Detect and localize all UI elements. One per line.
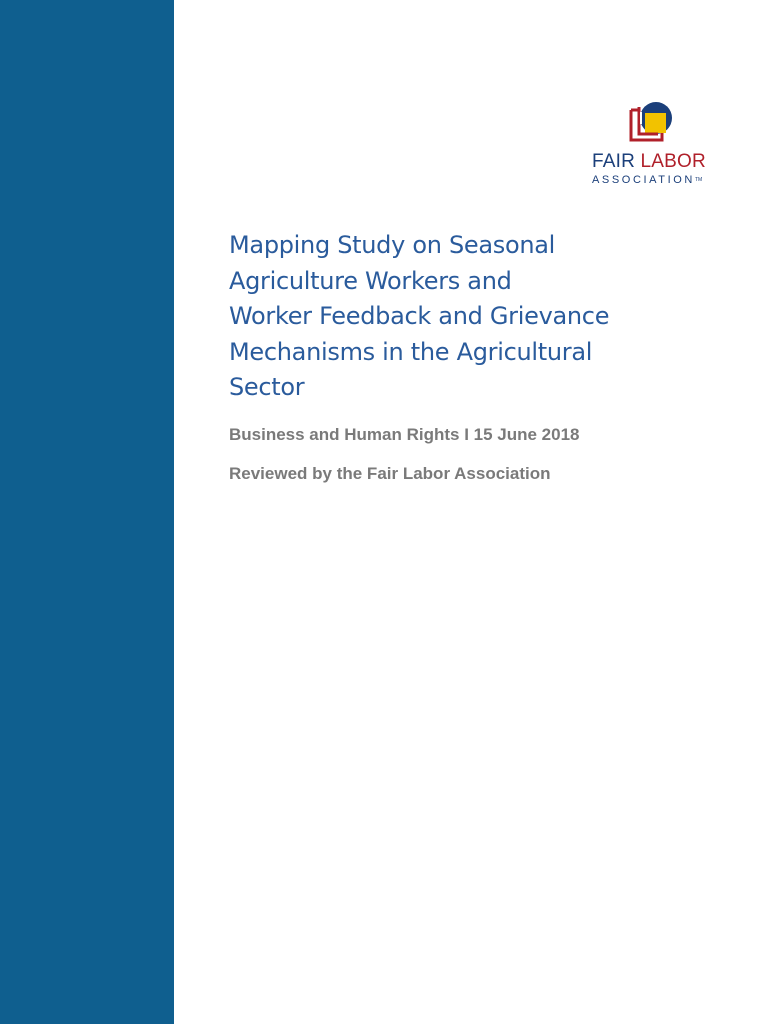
title-line: Mapping Study on Seasonal bbox=[229, 231, 556, 259]
document-subtitle: Business and Human Rights I 15 June 2018 bbox=[229, 425, 580, 444]
logo-word-labor: LABOR bbox=[640, 151, 706, 172]
logo-trademark: TM bbox=[694, 177, 703, 183]
side-color-band bbox=[0, 0, 174, 1024]
title-line: Sector bbox=[229, 373, 305, 401]
logo-word-association: ASSOCIATION bbox=[592, 174, 695, 186]
title-line: Agriculture Workers and bbox=[229, 266, 512, 295]
title-line: Mechanisms in the Agricultural bbox=[229, 337, 593, 366]
fair-labor-association-mark-icon bbox=[626, 98, 676, 148]
fair-labor-association-logo bbox=[590, 96, 715, 192]
title-line: Worker Feedback and Grievance bbox=[229, 302, 610, 330]
reviewed-by-line: Reviewed by the Fair Labor Association bbox=[229, 464, 551, 483]
logo-wordmark-line2 bbox=[592, 174, 702, 186]
document-title bbox=[229, 228, 669, 406]
logo-word-fair: FAIR bbox=[592, 151, 636, 172]
logo-wordmark-line1 bbox=[592, 151, 706, 173]
